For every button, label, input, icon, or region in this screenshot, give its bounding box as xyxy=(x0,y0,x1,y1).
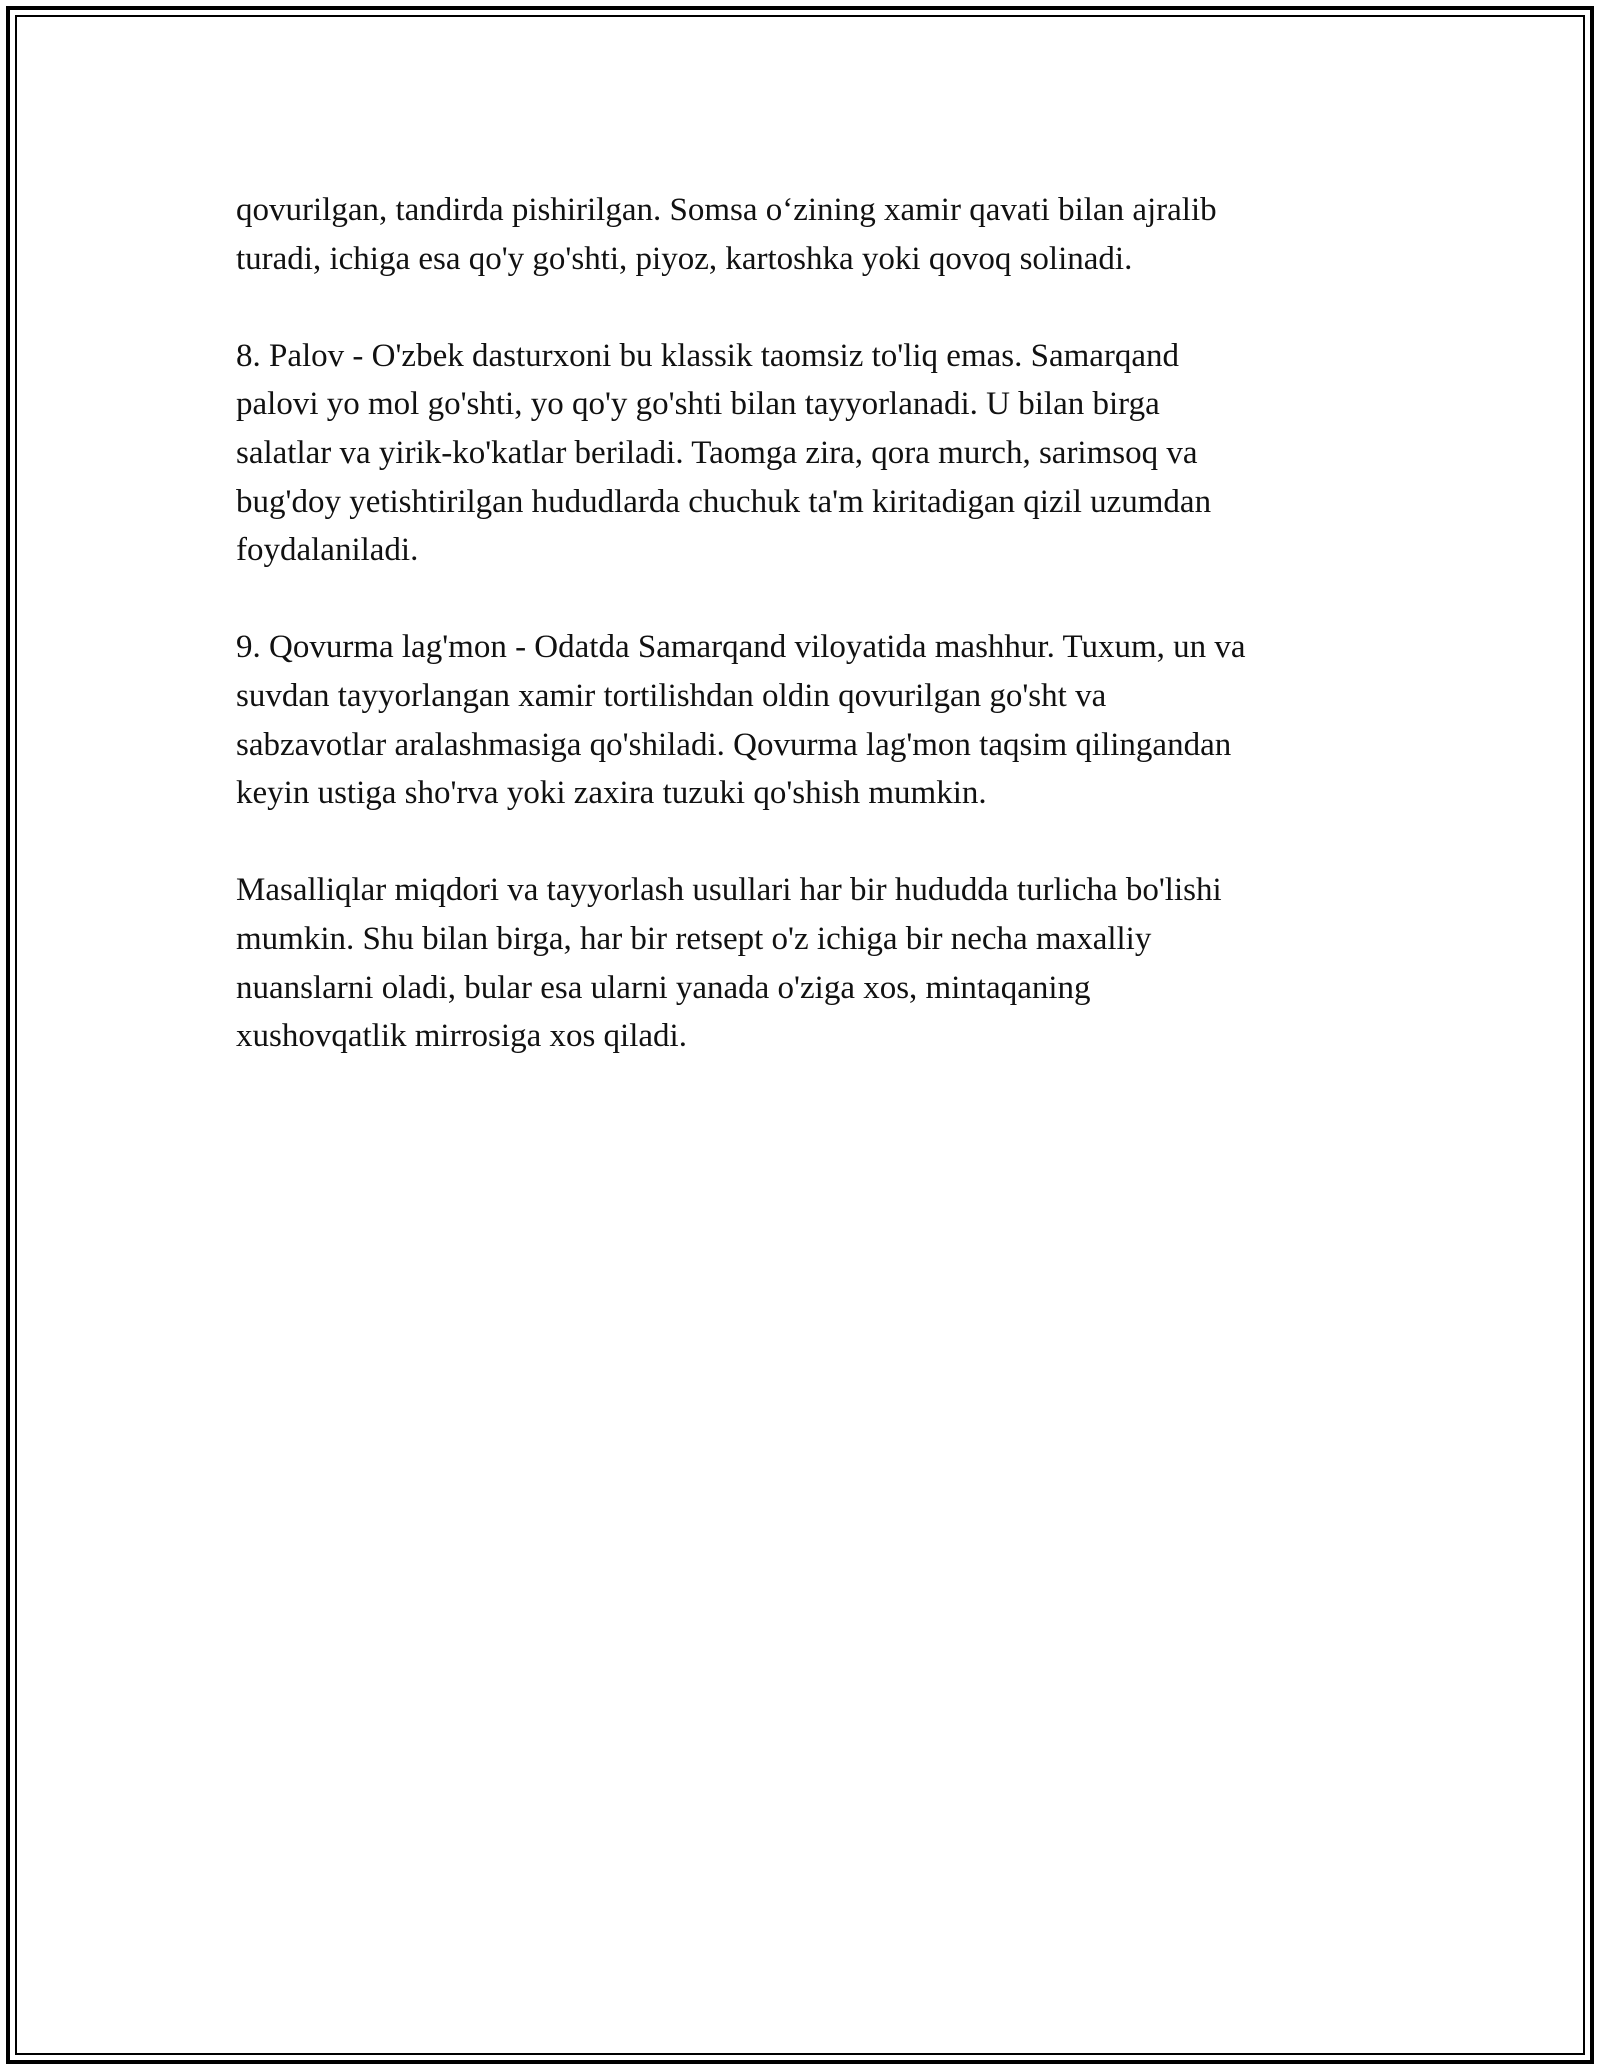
paragraph-somsa-continued xyxy=(236,186,1376,283)
text-line: sabzavotlar aralashmasiga qo'shiladi. Qovurma lag'mon taqsim qilingandan xyxy=(236,726,1232,763)
text-line: qovurilgan, tandirda pishirilgan. Somsa o‘zining xamir qavati bilan ajralib xyxy=(236,192,1217,228)
paragraph-conclusion xyxy=(236,866,1376,1060)
paragraph-qovurma-lagmon xyxy=(236,623,1376,817)
text-line: foydalaniladi. xyxy=(236,532,419,569)
text-line: mumkin. Shu bilan birga, har bir retsept o'z ichiga bir necha maxalliy xyxy=(236,920,1152,957)
text-line: palovi yo mol go'shti, yo qo'y go'shti bilan tayyorlanadi. U bilan birga xyxy=(236,386,1160,423)
text-line: xushovqatlik mirrosiga xos qiladi. xyxy=(236,1018,687,1055)
text-line: Masalliqlar miqdori va tayyorlash usullari har bir hududda turlicha bo'lishi xyxy=(236,872,1222,909)
document-body xyxy=(236,186,1376,1109)
text-line: keyin ustiga sho'rva yoki zaxira tuzuki qo'shish mumkin. xyxy=(236,775,987,812)
text-line: suvdan tayyorlangan xamir tortilishdan oldin qovurilgan go'sht va xyxy=(236,677,1107,714)
text-line: salatlar va yirik-ko'katlar beriladi. Taomga zira, qora murch, sarimsoq va xyxy=(236,434,1198,471)
text-line: nuanslarni oladi, bular esa ularni yanada o'ziga xos, mintaqaning xyxy=(236,969,1091,1006)
text-line: turadi, ichiga esa qo'y go'shti, piyoz, kartoshka yoki qovoq solinadi. xyxy=(236,240,1133,277)
paragraph-palov xyxy=(236,332,1376,575)
text-line: 8. Palov - O'zbek dasturxoni bu klassik taomsiz to'liq emas. Samarqand xyxy=(236,337,1180,374)
text-line: bug'doy yetishtirilgan hududlarda chuchuk ta'm kiritadigan qizil uzumdan xyxy=(236,483,1212,520)
text-line: 9. Qovurma lag'mon - Odatda Samarqand viloyatida mashhur. Tuxum, un va xyxy=(236,629,1246,666)
